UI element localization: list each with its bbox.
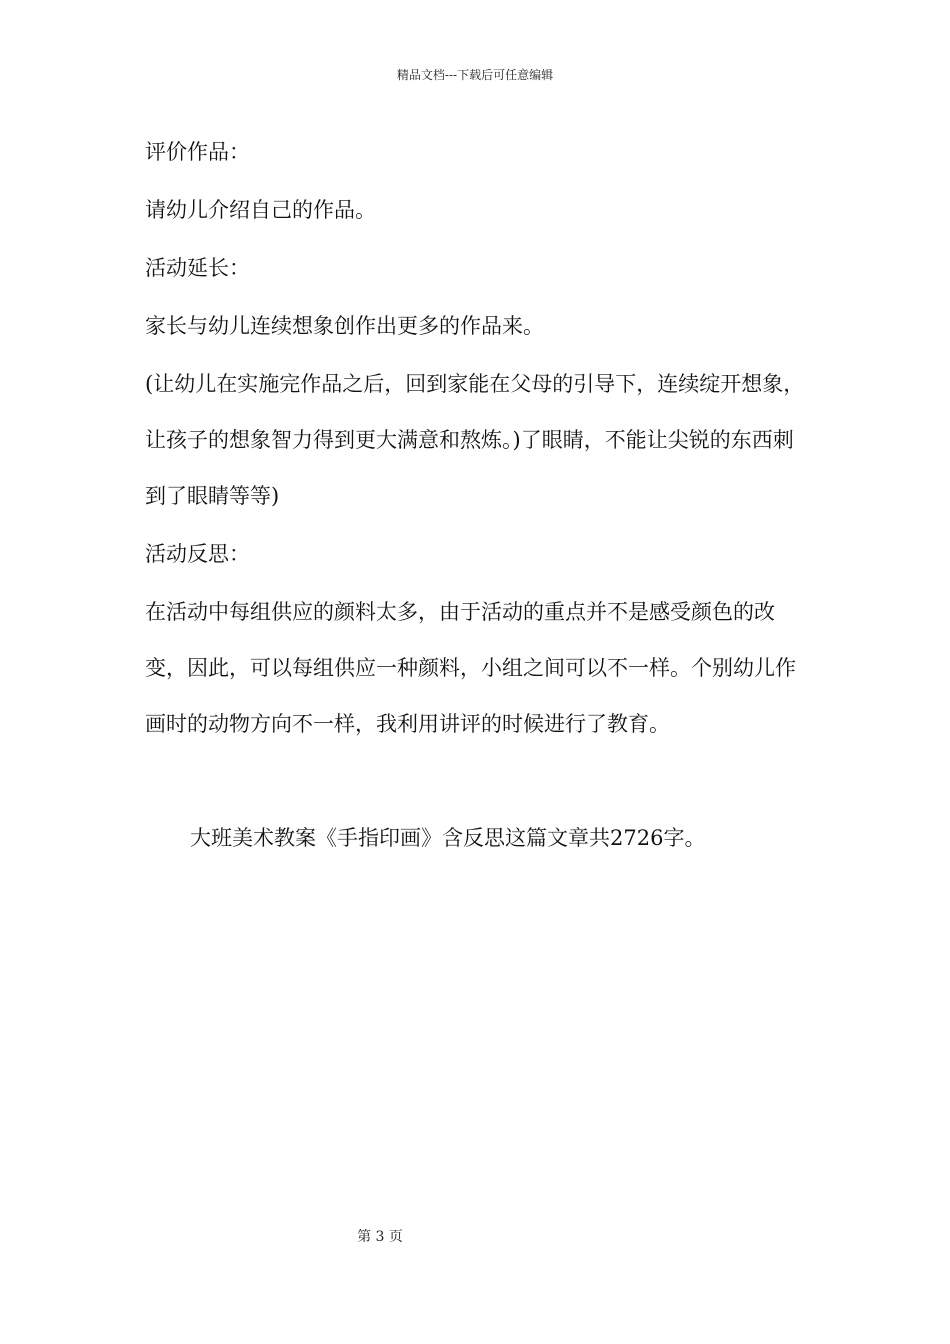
document-body bbox=[145, 134, 810, 764]
section-heading-reflection: 活动反思： bbox=[145, 542, 250, 566]
paragraph-extension-note: (让幼儿在实施完作品之后，回到家能在父母的引导下，连续绽开想象，让孩子的想象智力得到更大满意和熬炼。)了眼睛，不能让尖锐的东西刺到了眼睛等等) bbox=[145, 372, 805, 508]
page-header: 精品文档---下载后可任意编辑 bbox=[396, 68, 554, 82]
paragraph-parent-creation: 家长与幼儿连续想象创作出更多的作品来。 bbox=[145, 314, 544, 338]
section-heading-evaluation: 评价作品： bbox=[145, 140, 250, 164]
paragraph-introduce-work: 请幼儿介绍自己的作品。 bbox=[145, 198, 376, 222]
section-heading-extension: 活动延长： bbox=[145, 256, 250, 280]
paragraph-reflection: 在活动中每组供应的颜料太多，由于活动的重点并不是感受颜色的改变，因此，可以每组供应一种颜料，小组之间可以不一样。个别幼儿作画时的动物方向不一样，我利用讲评的时候进行了教育。 bbox=[145, 600, 796, 736]
page-number: 第 3 页 bbox=[357, 1229, 403, 1245]
article-summary: 大班美术教案《手指印画》含反思这篇文章共2726字。 bbox=[190, 826, 706, 850]
